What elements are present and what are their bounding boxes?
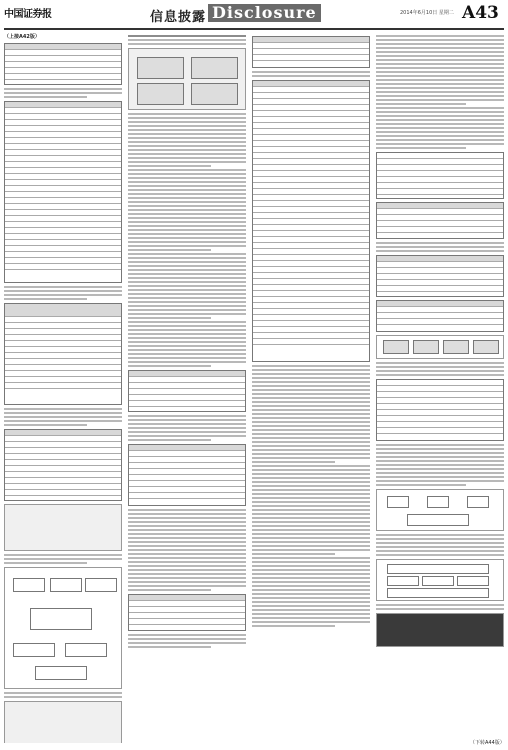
chart-figure <box>128 48 246 110</box>
business-table <box>376 379 504 441</box>
system-diagram <box>4 567 122 689</box>
summary-table <box>128 594 246 631</box>
company-info-table <box>376 152 504 199</box>
feature-table <box>4 101 122 283</box>
comparison-table <box>4 303 122 405</box>
section-title: 信息披露 <box>150 10 207 25</box>
financial-table <box>128 444 246 506</box>
monitor-screenshot <box>376 613 504 647</box>
finance-table-1 <box>376 255 504 297</box>
header-rule <box>4 28 504 30</box>
detail-table <box>4 429 122 501</box>
column-3 <box>252 33 370 743</box>
project-list-table <box>252 80 370 362</box>
structure-chart <box>376 335 504 359</box>
spec-table <box>4 43 122 85</box>
shareholder-table <box>376 202 504 239</box>
architecture-diagram <box>376 559 504 601</box>
project-table-header <box>252 36 370 68</box>
section-title-english: Disclosure <box>208 4 321 22</box>
column-4 <box>376 33 504 743</box>
column-2 <box>128 33 246 743</box>
screenshot-figure <box>4 701 122 743</box>
edition-date: 2014年6月10日 星期二 <box>400 10 454 16</box>
product-figure <box>4 504 122 551</box>
network-diagram <box>376 489 504 531</box>
column-1 <box>4 33 122 743</box>
continued-to-label: （下转A44版） <box>470 740 505 746</box>
newspaper-logo: 中国证券报 <box>4 9 52 20</box>
investment-table <box>128 370 246 412</box>
page-header <box>0 0 508 28</box>
continued-from-label: （上接A42版） <box>4 34 40 40</box>
finance-table-2 <box>376 300 504 332</box>
page-number: A43 <box>462 3 499 23</box>
